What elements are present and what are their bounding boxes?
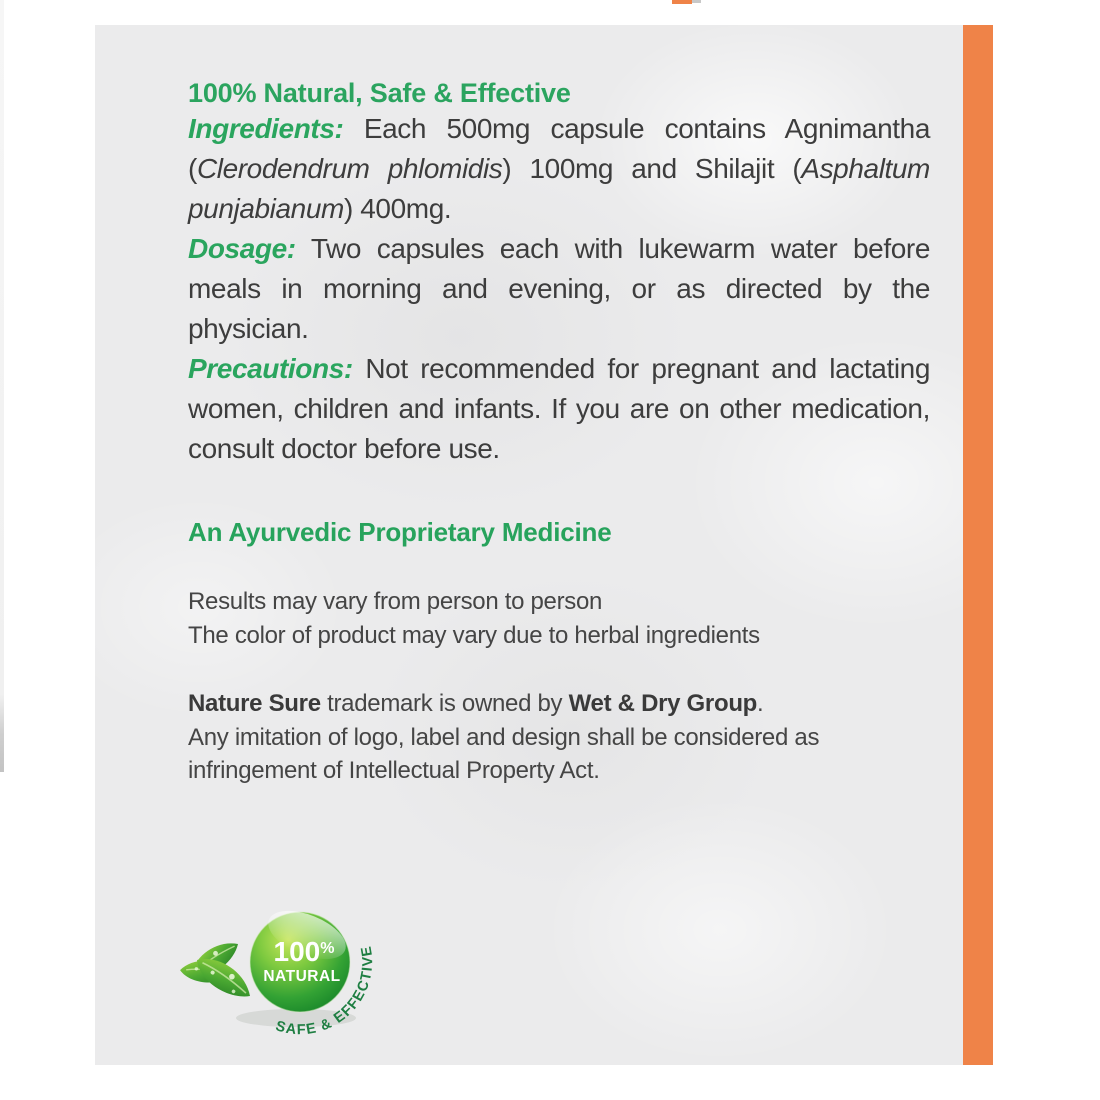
trademark-owner: Wet & Dry Group	[568, 690, 758, 717]
dosage-text: Two capsules each with lukewarm water before meals in morning and evening, or as directed by the physician.	[188, 233, 930, 344]
disclaimer-block	[188, 585, 930, 653]
natural-badge	[180, 898, 400, 1070]
trademark-text-2: .	[757, 690, 764, 717]
trademark-brand: Nature Sure	[188, 690, 321, 717]
precautions-label: Precautions:	[188, 353, 353, 384]
ingredients-latin-2: Asphaltum punjabianum	[188, 153, 930, 224]
orange-stripe	[963, 25, 993, 1065]
top-edge-gray-mark	[692, 0, 701, 3]
heading-natural-safe-effective: 100% Natural, Safe & Effective	[188, 78, 571, 108]
ingredients-text-3: ) 400mg.	[343, 193, 452, 224]
badge-percent-text: 100%	[273, 936, 335, 967]
badge-ribbon-text: SAFE & EFFECTIVE	[273, 944, 377, 1039]
trademark-block	[188, 687, 930, 788]
trademark-text-1: trademark is owned by	[320, 690, 569, 717]
trademark-line-1	[188, 687, 930, 721]
disclaimer-line-2: The color of product may vary due to herbal ingredients	[188, 622, 760, 649]
ingredients-label: Ingredients:	[188, 113, 344, 144]
heading-ayurvedic-proprietary-medicine: An Ayurvedic Proprietary Medicine	[188, 517, 612, 547]
trademark-line-2: Any imitation of logo, label and design shall be considered as infringement of Intellectual Property Act.	[188, 723, 820, 784]
disclaimer-line-1: Results may vary from person to person	[188, 588, 603, 615]
left-edge-print-artifact	[0, 0, 4, 772]
top-edge-orange-mark	[672, 0, 692, 4]
precautions-text: Not recommended for pregnant and lactating women, children and infants. If you are on other medication, consult doctor before use.	[188, 353, 930, 464]
label-content	[188, 25, 930, 788]
badge-natural-text: NATURAL	[263, 968, 341, 985]
ingredients-paragraph	[188, 109, 930, 229]
ingredients-text-2: ) 100mg and Shilajit (	[502, 153, 802, 184]
ingredients-text-1: Each 500mg capsule contains Agnimantha (	[188, 113, 930, 184]
ingredients-latin-1: Clerodendrum phlomidis	[196, 153, 503, 184]
dosage-label: Dosage:	[188, 233, 296, 264]
dosage-paragraph	[188, 229, 930, 349]
precautions-paragraph	[188, 349, 930, 469]
